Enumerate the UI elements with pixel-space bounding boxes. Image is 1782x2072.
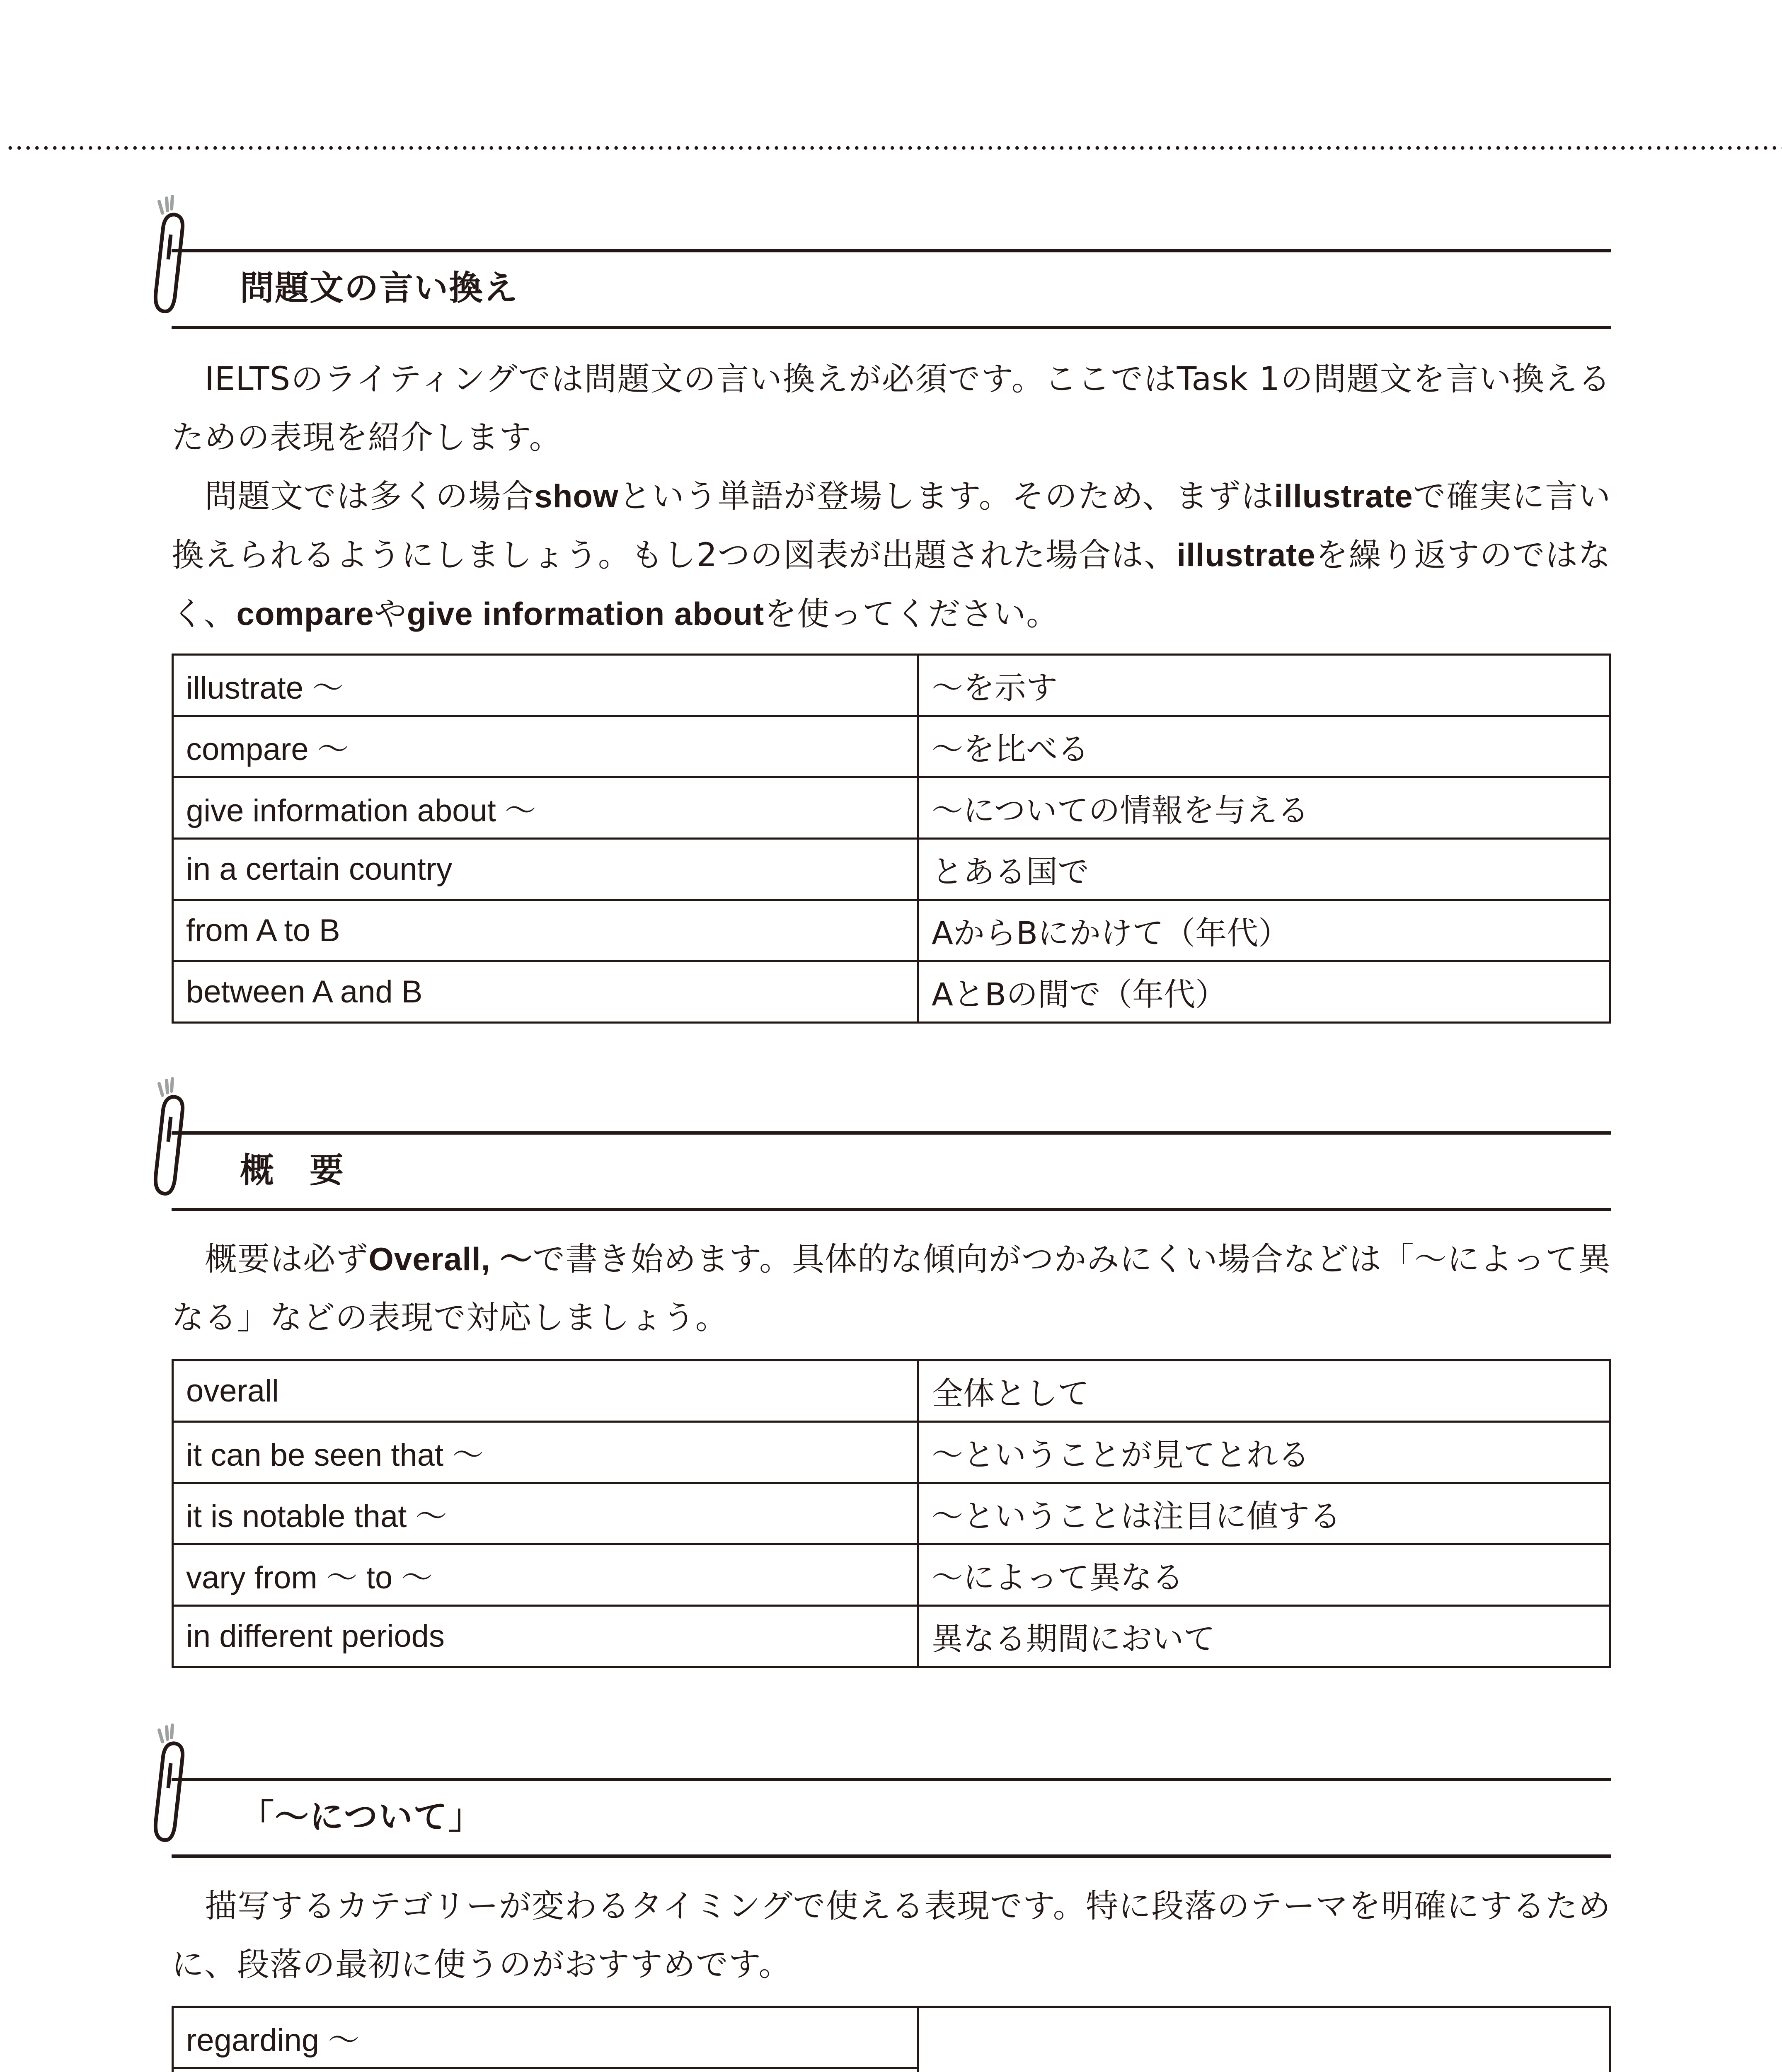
paperclip-icon (151, 1722, 201, 1850)
heading-rule-bottom (172, 1854, 1611, 1858)
english-cell: illustrate 〜 (173, 655, 918, 716)
japanese-cell: AからBにかけて（年代） (918, 900, 1610, 961)
english-cell: it can be seen that 〜 (173, 1422, 918, 1483)
emphasized-term: illustrate (1274, 478, 1413, 514)
japanese-cell: 〜ということは注目に値する (918, 1483, 1610, 1544)
section-heading-overview (172, 1131, 1611, 1211)
english-cell: from A to B (173, 900, 918, 961)
section-paragraphs (172, 350, 1611, 644)
table-row (173, 961, 1610, 1023)
table-row (173, 1544, 1610, 1606)
heading-rule-bottom (172, 326, 1611, 329)
text-run: IELTSのライティングでは問題文の言い換えが必須です。ここではTask 1の問題文を言い換えるための表現を紹介します。 (172, 361, 1611, 456)
section-paragraphs (172, 1877, 1611, 1994)
paragraph (172, 1877, 1611, 1994)
heading-rule-top (172, 1778, 1611, 1781)
english-cell: in a certain country (173, 839, 918, 900)
english-cell (173, 2068, 918, 2072)
emphasized-term: give information about (407, 595, 765, 632)
table-row (173, 2007, 1610, 2068)
table-row (173, 1483, 1610, 1544)
text-run: や (374, 595, 407, 633)
table-row (173, 1422, 1610, 1483)
paragraph (172, 467, 1611, 644)
japanese-cell: とある国で (918, 839, 1610, 900)
text-run: で書き始めます。具体的な傾向がつかみにくい場合などは「〜によって異なる」などの表現で対応しましょう。 (172, 1241, 1611, 1336)
text-run: という単語が登場します。そのため、まずは (618, 478, 1274, 515)
japanese-cell: 〜についての情報を与える (918, 777, 1610, 839)
paragraph (172, 350, 1611, 467)
text-run: を使ってください。 (764, 595, 1059, 633)
emphasized-term: compare (236, 595, 374, 632)
english-cell: between A and B (173, 961, 918, 1023)
section-paragraphs (172, 1230, 1611, 1347)
english-cell: overall (173, 1360, 918, 1422)
text-run: で確実に言い換えられるようにしましょう。もし2つの図表が出題された場合は、 (172, 478, 1611, 574)
heading-rule-top (172, 1131, 1611, 1135)
vocab-table-merged (172, 2006, 1611, 2072)
japanese-cell: 〜ということが見てとれる (918, 1422, 1610, 1483)
english-cell: in different periods (173, 1606, 918, 1667)
vocab-table (172, 1359, 1611, 1668)
heading-rule-top (172, 249, 1611, 252)
section-title: 「〜について」 (240, 1797, 483, 1837)
section-heading-paraphrase (172, 249, 1611, 329)
emphasized-term: show (534, 478, 619, 514)
text-run: 概要は必ず (205, 1241, 369, 1278)
section-title: 問題文の言い換え (240, 269, 519, 308)
japanese-cell: 〜によって異なる (918, 1544, 1610, 1606)
section-title: 概 要 (240, 1151, 345, 1190)
english-cell: give information about 〜 (173, 777, 918, 839)
table-row (173, 900, 1610, 961)
table-row (173, 777, 1610, 839)
top-dotted-rule (6, 146, 1782, 150)
paperclip-icon (151, 1075, 201, 1204)
table-row (173, 1360, 1610, 1422)
text-run: 描写するカテゴリーが変わるタイミングで使える表現です。特に段落のテーマを明確にするために、段落の最初に使うのがおすすめです。 (172, 1888, 1611, 1983)
vocab-table (172, 654, 1611, 1024)
text-run: 問題文では多くの場合 (205, 478, 535, 515)
english-cell: it is notable that 〜 (173, 1483, 918, 1544)
japanese-cell: 全体として (918, 1360, 1610, 1422)
english-cell: compare 〜 (173, 716, 918, 777)
table-row (173, 1606, 1610, 1667)
section-heading-regarding (172, 1778, 1611, 1858)
table-row (173, 655, 1610, 716)
emphasized-term: Overall, 〜 (368, 1241, 533, 1277)
paragraph (172, 1230, 1611, 1347)
japanese-cell: 〜を示す (918, 655, 1610, 716)
paperclip-icon (151, 193, 201, 322)
table-row (173, 716, 1610, 777)
japanese-cell: 〜を比べる (918, 716, 1610, 777)
text-run: を繰り返すのではなく、 (172, 537, 1611, 633)
emphasized-term: illustrate (1177, 537, 1316, 573)
japanese-cell-merged (918, 2007, 1610, 2072)
japanese-cell: 異なる期間において (918, 1606, 1610, 1667)
japanese-cell: AとBの間で（年代） (918, 961, 1610, 1023)
english-cell: vary from 〜 to 〜 (173, 1544, 918, 1606)
heading-rule-bottom (172, 1208, 1611, 1211)
english-cell: regarding 〜 (173, 2007, 918, 2068)
table-row (173, 839, 1610, 900)
